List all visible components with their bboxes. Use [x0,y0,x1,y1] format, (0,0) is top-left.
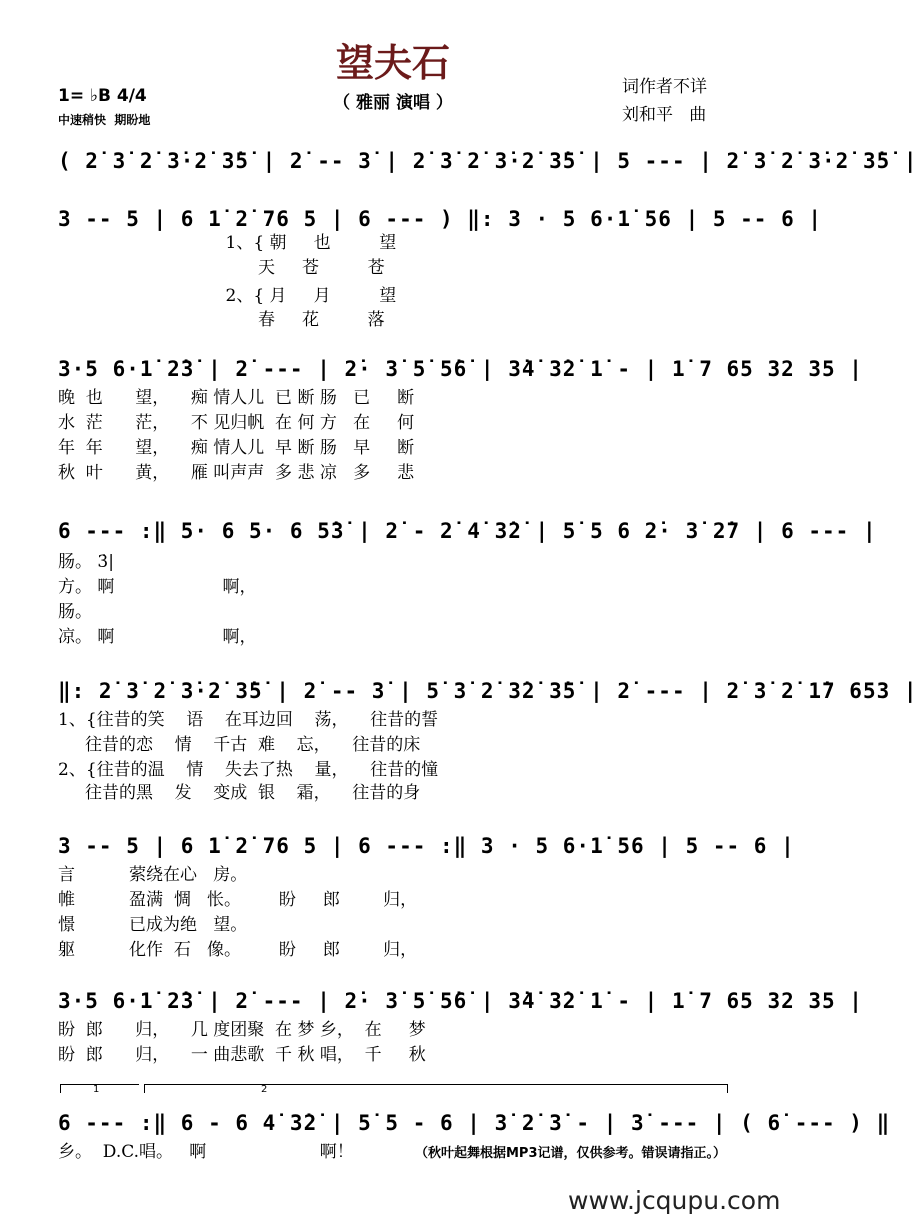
notation-line: 3·5 6·1̇ 2̇3̇ | 2̇ --- | 2̇· 3̇ 5̇ 5̇6̇ | 3̇4̇ 3̇2̇ 1̇ - | 1̇ 7 65 32 35 | [58,989,863,1013]
lyric-line: 春 花 落 [58,310,385,330]
lyric-line: 乡。 D.C.唱。 啊 啊！ [58,1142,354,1162]
song-title: 望夫石 [335,41,450,85]
notation-line: ‖: 2̇ 3̇ 2̇ 3̇·2̇ 3̇5̇ | 2̇ -- 3̇ | 5̇ 3̇ 2̇ 3̇2̇ 3̇5̇ | 2̇ --- | 2̇ 3̇ 2̇ 1̇7 653 | [58,679,918,703]
lyric-line: 肠。 3̇| [58,552,114,572]
lyric-line: 1、{ 朝 也 望 [58,233,397,253]
notation-line: 3 -- 5 | 6 1̇ 2̇ 76 5 | 6 --- :‖ 3 · 5 6·1̇ 56 | 5 -- 6 | [58,834,795,858]
lyric-line: 躯 化作 石 像。 盼 郎 归， [58,940,418,960]
notation-line: 3·5 6·1̇ 2̇3̇ | 2̇ --- | 2̇· 3̇ 5̇ 5̇6̇ | 3̇4̇ 3̇2̇ 1̇ - | 1̇ 7 65 32 35 | [58,357,863,381]
volta-2-label: 2 [261,1084,268,1095]
footnote: （秋叶起舞根据MP3记谱，仅供参考。错误请指正。） [415,1146,727,1161]
lyric-line: 盼 郎 归， 几 度团聚 在 梦 乡， 在 梦 [58,1020,426,1040]
lyric-line: 年 年 望， 痴 情人儿 早 断 肠 早 断 [58,438,415,458]
notation-line: 6 --- :‖ 6 - 6 4̇ 3̇2̇ | 5̇ 5 - 6 | 3̇ 2̇ 3̇ - | 3̇ --- | ( 6̇ --- ) ‖ [58,1111,891,1135]
key-signature: 1= ♭B 4/4 [58,86,147,106]
lyric-line: 帷 盈满 惆 怅。 盼 郎 归， [58,890,418,910]
lyric-line: 1、{往昔的笑 语 在耳边回 荡， 往昔的誓 [58,710,439,730]
lyric-line: 凉。 啊 啊， [58,627,257,647]
watermark: www.jcqupu.com [568,1186,781,1215]
lyric-line: 秋 叶 黄， 雁 叫声声 多 悲 凉 多 悲 [58,463,415,483]
lyric-line: 盼 郎 归， 一 曲悲歌 千 秋 唱， 千 秋 [58,1045,426,1065]
composer: 刘和平 曲 [622,105,707,125]
lyric-line: 言 萦绕在心 房。 [58,865,248,885]
lyric-line: 憬 已成为绝 望。 [58,915,248,935]
lyric-line: 往昔的恋 情 千古 难 忘， 往昔的床 [58,735,421,755]
lyric-line: 水 茫 茫， 不 见归帆 在 何 方 在 何 [58,413,415,433]
volta-2 [144,1084,728,1093]
tempo-marking: 中速稍快 期盼地 [58,113,151,127]
volta-1-label: 1 [93,1084,100,1095]
singer: （ 雅丽 演唱 ） [333,93,453,113]
lyric-line: 往昔的黑 发 变成 银 霜， 往昔的身 [58,783,421,803]
notation-line: 6 --- :‖ 5· 6 5· 6 5̇3̇ | 2̇ - 2̇ 4̇ 3̇2̇ | 5̇ 5 6 2̇· 3̇ 2̇7 | 6 --- | [58,519,877,543]
lyric-line: 晚 也 望， 痴 情人儿 已 断 肠 已 断 [58,388,415,408]
volta-1 [60,1084,139,1093]
lyric-line: 方。 啊 啊， [58,577,257,597]
lyric-line: 2、{往昔的温 情 失去了热 量， 往昔的憧 [58,760,439,780]
lyricist: 词作者不详 [622,77,707,97]
lyric-line: 肠。 [58,602,92,622]
notation-line: ( 2̇ 3̇ 2̇ 3̇·2̇ 3̇5̇ | 2̇ -- 3̇ | 2̇ 3̇ 2̇ 3̇·2̇ 3̇5̇ | 5 --- | 2̇ 3̇ 2̇ 3̇·2̇ 3̇5̇ | [58,149,918,173]
notation-line: 3 -- 5 | 6 1̇ 2̇ 76 5 | 6 --- ) ‖: 3 · 5 6·1̇ 56 | 5 -- 6 | [58,207,823,231]
lyric-line: 天 苍 苍 [58,258,385,278]
lyric-line: 2、{ 月 月 望 [58,286,397,306]
